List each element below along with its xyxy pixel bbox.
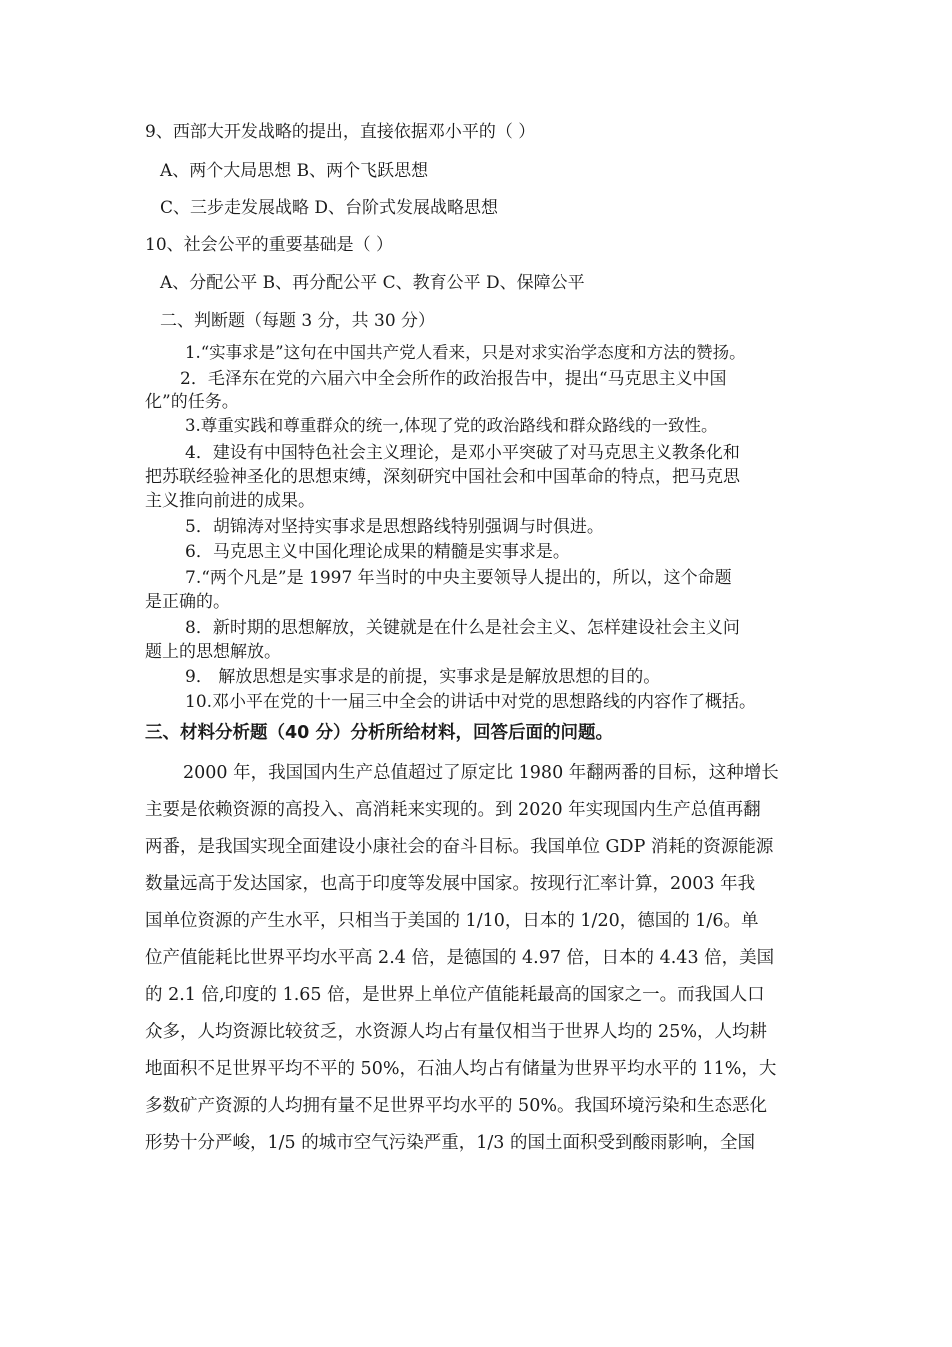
tf-item-7: 7.“两个凡是”是 1997 年当时的中央主要领导人提出的，所以，这个命题	[185, 568, 732, 588]
tf-item-4-cont2: 主义推向前进的成果。	[145, 491, 315, 511]
material-line-10: 多数矿产资源的人均拥有量不足世界平均水平的 50%。我国环境污染和生态恶化	[145, 1096, 767, 1116]
material-line-11: 形势十分严峻，1/5 的城市空气污染严重，1/3 的国土面积受到酸雨影响，全国	[145, 1133, 755, 1153]
q10-options: A、分配公平 B、再分配公平 C、教育公平 D、保障公平	[160, 273, 585, 293]
tf-item-9: 9． 解放思想是实事求是的前提，实事求是是解放思想的目的。	[185, 667, 661, 687]
tf-item-4-cont1: 把苏联经验神圣化的思想束缚，深刻研究中国社会和中国革命的特点，把马克思	[145, 467, 740, 487]
material-line-5: 国单位资源的产生水平，只相当于美国的 1/10，日本的 1/20，德国的 1/6。单	[145, 911, 759, 931]
material-line-2: 主要是依赖资源的高投入、高消耗来实现的。到 2020 年实现国内生产总值再翻	[145, 800, 761, 820]
tf-item-10: 10.邓小平在党的十一届三中全会的讲话中对党的思想路线的内容作了概括。	[185, 692, 757, 712]
material-line-4: 数量远高于发达国家，也高于印度等发展中国家。按现行汇率计算，2003 年我	[145, 874, 756, 894]
tf-item-2-cont: 化”的任务。	[145, 392, 239, 412]
section2-heading: 二、判断题（每题 3 分，共 30 分）	[160, 311, 436, 331]
tf-item-7-cont: 是正确的。	[145, 592, 230, 612]
tf-item-8: 8．新时期的思想解放，关键就是在什么是社会主义、怎样建设社会主义问	[185, 618, 740, 638]
tf-item-1: 1.“实事求是”这句在中国共产党人看来，只是对求实治学态度和方法的赞扬。	[185, 343, 746, 362]
material-line-8: 众多，人均资源比较贫乏，水资源人均占有量仅相当于世界人均的 25%，人均耕	[145, 1022, 767, 1042]
material-line-9: 地面积不足世界平均不平的 50%，石油人均占有储量为世界平均水平的 11%，大	[145, 1059, 777, 1079]
material-line-3: 两番，是我国实现全面建设小康社会的奋斗目标。我国单位 GDP 消耗的资源能源	[145, 837, 774, 857]
material-line-7: 的 2.1 倍,印度的 1.65 倍，是世界上单位产值能耗最高的国家之一。而我国人口	[145, 985, 765, 1005]
tf-item-3: 3.尊重实践和尊重群众的统一,体现了党的政治路线和群众路线的一致性。	[185, 416, 718, 435]
material-line-1: 2000 年，我国国内生产总值超过了原定比 1980 年翻两番的目标，这种增长	[183, 763, 779, 783]
tf-item-4: 4．建设有中国特色社会主义理论，是邓小平突破了对马克思主义教条化和	[185, 443, 740, 463]
q9-stem: 9、西部大开发战略的提出，直接依据邓小平的（ ）	[145, 122, 536, 142]
material-line-6: 位产值能耗比世界平均水平高 2.4 倍，是德国的 4.97 倍，日本的 4.43 倍，美国	[145, 948, 775, 968]
tf-item-6: 6．马克思主义中国化理论成果的精髓是实事求是。	[185, 542, 570, 562]
tf-item-2: 2．毛泽东在党的六届六中全会所作的政治报告中，提出“马克思主义中国	[180, 369, 727, 389]
tf-item-5: 5．胡锦涛对坚持实事求是思想路线特别强调与时俱进。	[185, 517, 604, 537]
tf-item-8-cont: 题上的思想解放。	[145, 642, 281, 662]
section3-heading: 三、材料分析题（40 分）分析所给材料，回答后面的问题。	[145, 723, 613, 743]
q10-stem: 10、社会公平的重要基础是（ ）	[145, 235, 394, 255]
q9-options-ab: A、两个大局思想 B、两个飞跃思想	[160, 161, 429, 181]
q9-options-cd: C、三步走发展战略 D、台阶式发展战略思想	[160, 198, 499, 218]
